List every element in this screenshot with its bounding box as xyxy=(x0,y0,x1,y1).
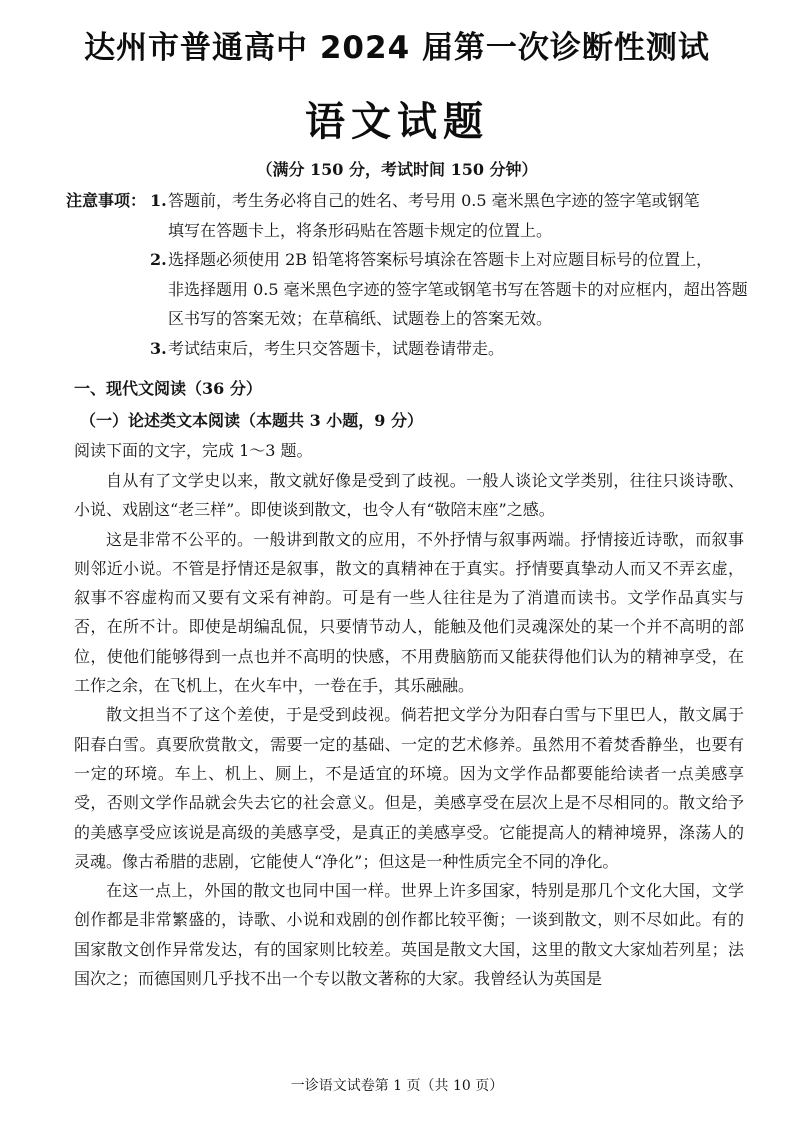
notice-item-continuation: 非选择题用 0.5 毫米黑色字迹的签字笔或钢笔书写在答题卡的对应框内，超出答题区书写的答案无效；在草稿纸、试题卷上的答案无效。 xyxy=(168,279,748,328)
reading-instruction: 阅读下面的文字，完成 1～3 题。 xyxy=(74,441,313,460)
reading-passage xyxy=(74,466,744,993)
notice-item xyxy=(150,334,756,364)
notice-item-text: 答题前，考生务必将自己的姓名、考号用 0.5 毫米黑色字迹的签字笔或钢笔 xyxy=(168,191,700,210)
passage-paragraph: 自从有了文学史以来，散文就好像是受到了歧视。一般人谈论文学类别，往往只谈诗歌、小说、戏剧这“老三样”。即使谈到散文，也令人有“敬陪末座”之感。 xyxy=(74,471,744,520)
notice-item-number: 3. xyxy=(150,338,167,358)
notice-item-text: 考试结束后，考生只交答题卡，试题卷请带走。 xyxy=(168,338,505,358)
passage-paragraph: 在这一点上，外国的散文也同中国一样。世界上许多国家，特别是那几个文化大国，文学创作都是非常繁盛的，诗歌、小说和戏剧的创作都比较平衡；一谈到散文，则不尽如此。有的国家散文创作异常发达，有的国家则比较差。英国是散文大国，这里的散文大家灿若列星；法国次之；而德国则几乎找不出一个专以散文著称的大家。我曾经认为英国是 xyxy=(74,881,744,989)
notice-item-text: 选择题必须使用 2B 铅笔将答案标号填涂在答题卡上对应题目标号的位置上， xyxy=(168,250,713,269)
notice-item-continuation: 填写在答题卡上，将条形码贴在答题卡规定的位置上。 xyxy=(168,220,553,240)
score-time-line: （满分 150 分，考试时间 150 分钟） xyxy=(256,160,538,179)
passage-paragraph: 这是非常不公平的。一般讲到散文的应用，不外抒情与叙事两端。抒情接近诗歌，而叙事则邻近小说。不管是抒情还是叙事，散文的真精神在于真实。抒情要真挚动人而又不弄玄虚，叙事不容虚构而又要有文采有神韵。可是有一些人往往是为了消遣而读书。文学作品真实与否，在所不计。即使是胡编乱侃，只要情节动人，能触及他们灵魂深处的某一个并不高明的部位，使他们能够得到一点也并不高明的快感，不用费脑筋而又能获得他们认为的精神享受，在工作之余，在飞机上，在火车中，一卷在手，其乐融融。 xyxy=(74,529,744,696)
notice-item xyxy=(150,245,756,334)
subsection-heading: （一）论述类文本阅读（本题共 3 小题，9 分） xyxy=(80,411,423,430)
exam-notice xyxy=(66,186,756,363)
exam-title: 达州市普通高中 2024 届第一次诊断性测试 xyxy=(84,30,710,66)
notice-item-number: 1. xyxy=(150,191,167,210)
section-heading: 一、现代文阅读（36 分） xyxy=(74,379,262,398)
passage-paragraph: 散文担当不了这个差使，于是受到歧视。倘若把文学分为阳春白雪与下里巴人，散文属于阳春白雪。真要欣赏散文，需要一定的基础、一定的艺术修养。虽然用不着焚香静坐，也要有一定的环境。车上、机上、厕上，不是适宜的环境。因为文学作品都要能给读者一点美感享受，否则文学作品就会失去它的社会意义。但是，美感享受在层次上是不尽相同的。散文给予的美感享受应该说是高级的美感享受，是真正的美感享受。它能提高人的精神境界，涤荡人的灵魂。像古希腊的悲剧，它能使人“净化”；但这是一种性质完全不同的净化。 xyxy=(74,705,744,871)
notice-label: 注意事项： xyxy=(66,191,147,210)
page-footer: 一诊语文试卷第 1 页（共 10 页） xyxy=(290,1078,504,1094)
notice-item-number: 2. xyxy=(150,250,167,269)
subject-title: 语文试题 xyxy=(305,99,489,145)
notice-item xyxy=(150,186,756,245)
